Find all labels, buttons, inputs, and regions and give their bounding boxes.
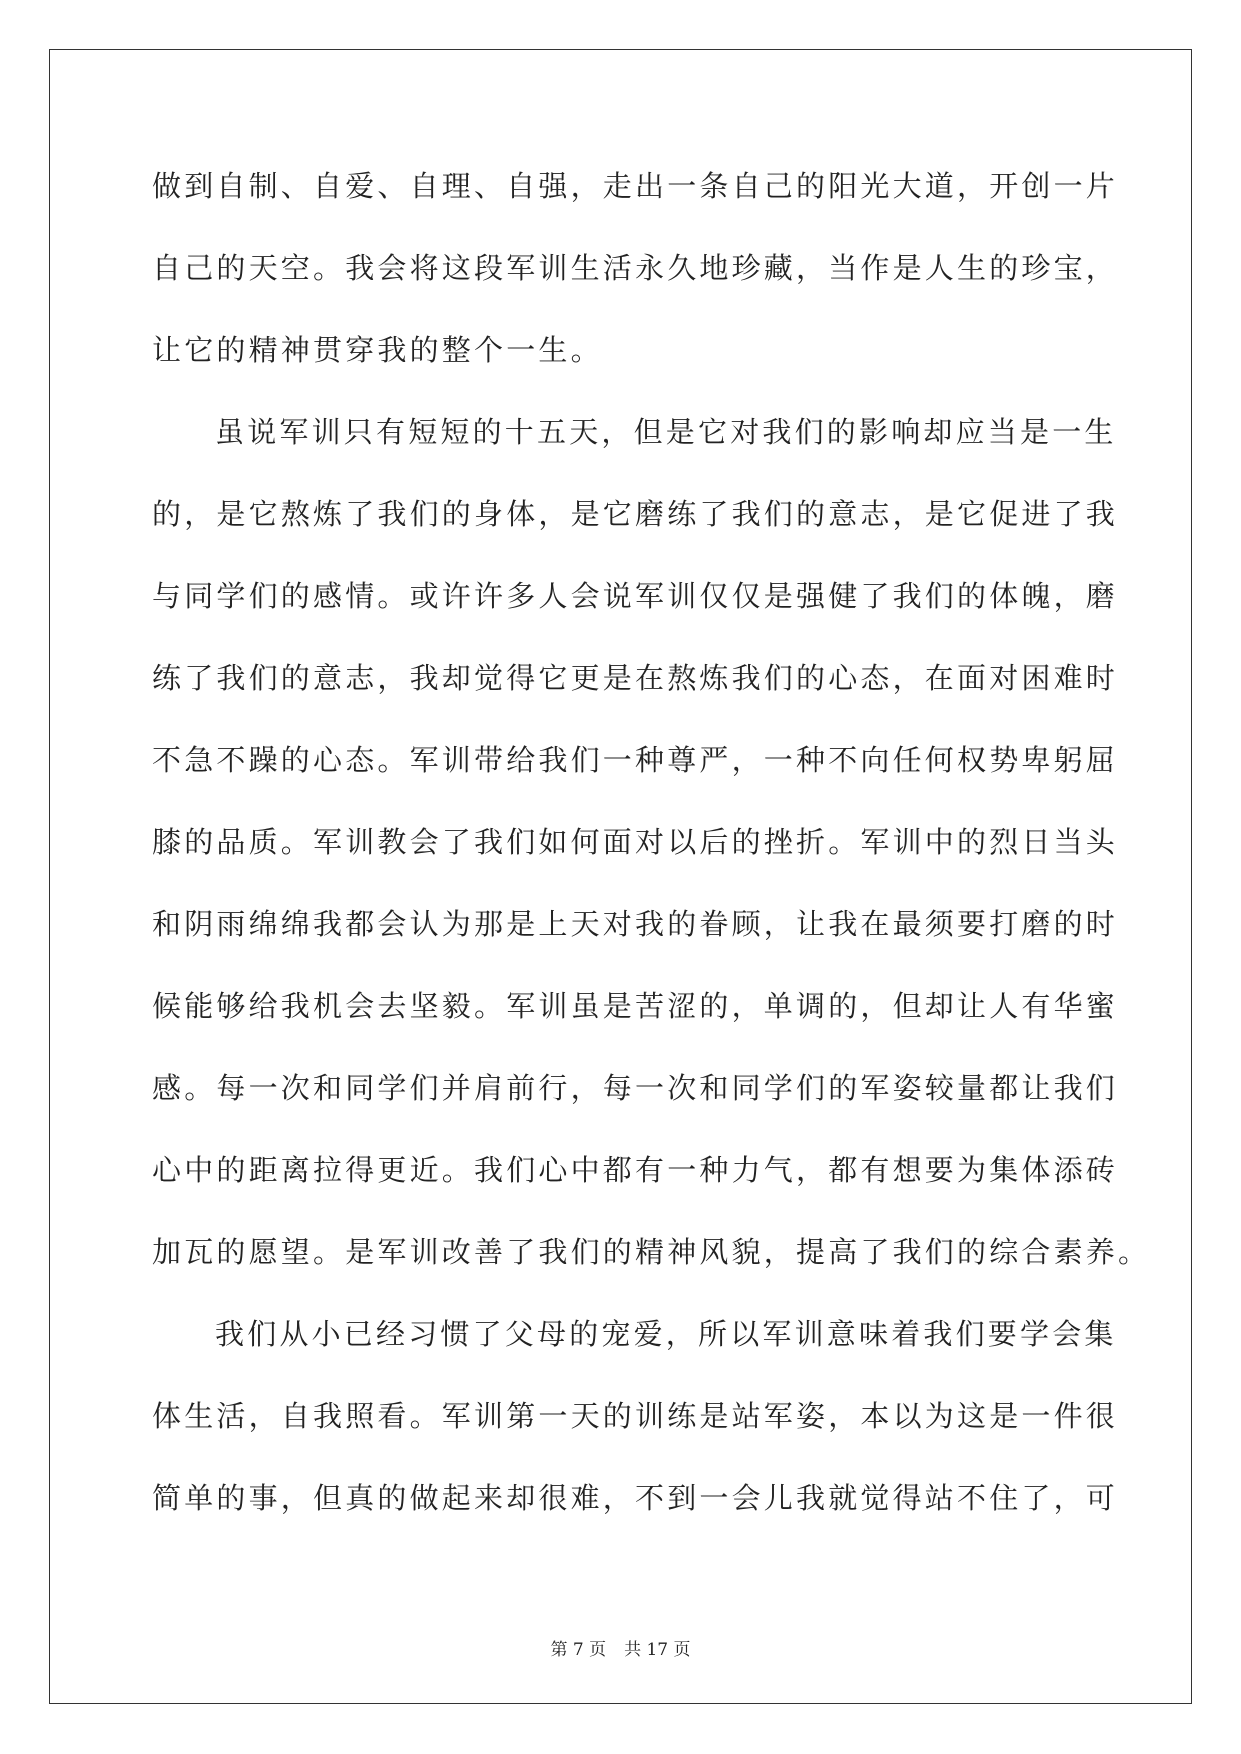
text-line: 和阴雨绵绵我都会认为那是上天对我的眷顾，让我在最须要打磨的时 xyxy=(152,907,1119,941)
total-pages: 共 17 页 xyxy=(624,1640,691,1660)
document-body xyxy=(152,162,1151,1556)
text-line: 不急不躁的心态。军训带给我们一种尊严，一种不向任何权势卑躬屈 xyxy=(152,743,1119,777)
text-line: 心中的距离拉得更近。我们心中都有一种力气，都有想要为集体添砖 xyxy=(152,1153,1119,1187)
text-line: 自己的天空。我会将这段军训生活永久地珍藏，当作是人生的珍宝， xyxy=(152,251,1119,285)
page-number: 第 7 页 xyxy=(550,1640,607,1660)
text-line: 感。每一次和同学们并肩前行，每一次和同学们的军姿较量都让我们 xyxy=(152,1071,1119,1105)
paragraph-start-line: 我们从小已经习惯了父母的宠爱，所以军训意味着我们要学会集 xyxy=(215,1317,1117,1351)
text-line: 加瓦的愿望。是军训改善了我们的精神风貌，提高了我们的综合素养。 xyxy=(152,1235,1151,1269)
page-footer xyxy=(0,1635,1241,1660)
text-line: 让它的精神贯穿我的整个一生。 xyxy=(152,333,603,367)
paragraph-start-line: 虽说军训只有短短的十五天，但是它对我们的影响却应当是一生 xyxy=(215,415,1117,449)
text-line: 体生活，自我照看。军训第一天的训练是站军姿，本以为这是一件很 xyxy=(152,1399,1119,1433)
text-line: 简单的事，但真的做起来却很难，不到一会儿我就觉得站不住了，可 xyxy=(152,1481,1119,1515)
text-line: 练了我们的意志，我却觉得它更是在熬炼我们的心态，在面对困难时 xyxy=(152,661,1119,695)
text-line: 与同学们的感情。或许许多人会说军训仅仅是强健了我们的体魄，磨 xyxy=(152,579,1119,613)
text-line: 做到自制、自爱、自理、自强，走出一条自己的阳光大道，开创一片 xyxy=(152,169,1119,203)
text-line: 候能够给我机会去坚毅。军训虽是苦涩的，单调的，但却让人有华蜜 xyxy=(152,989,1119,1023)
text-line: 的，是它熬炼了我们的身体，是它磨练了我们的意志，是它促进了我 xyxy=(152,497,1119,531)
text-line: 膝的品质。军训教会了我们如何面对以后的挫折。军训中的烈日当头 xyxy=(152,825,1119,859)
